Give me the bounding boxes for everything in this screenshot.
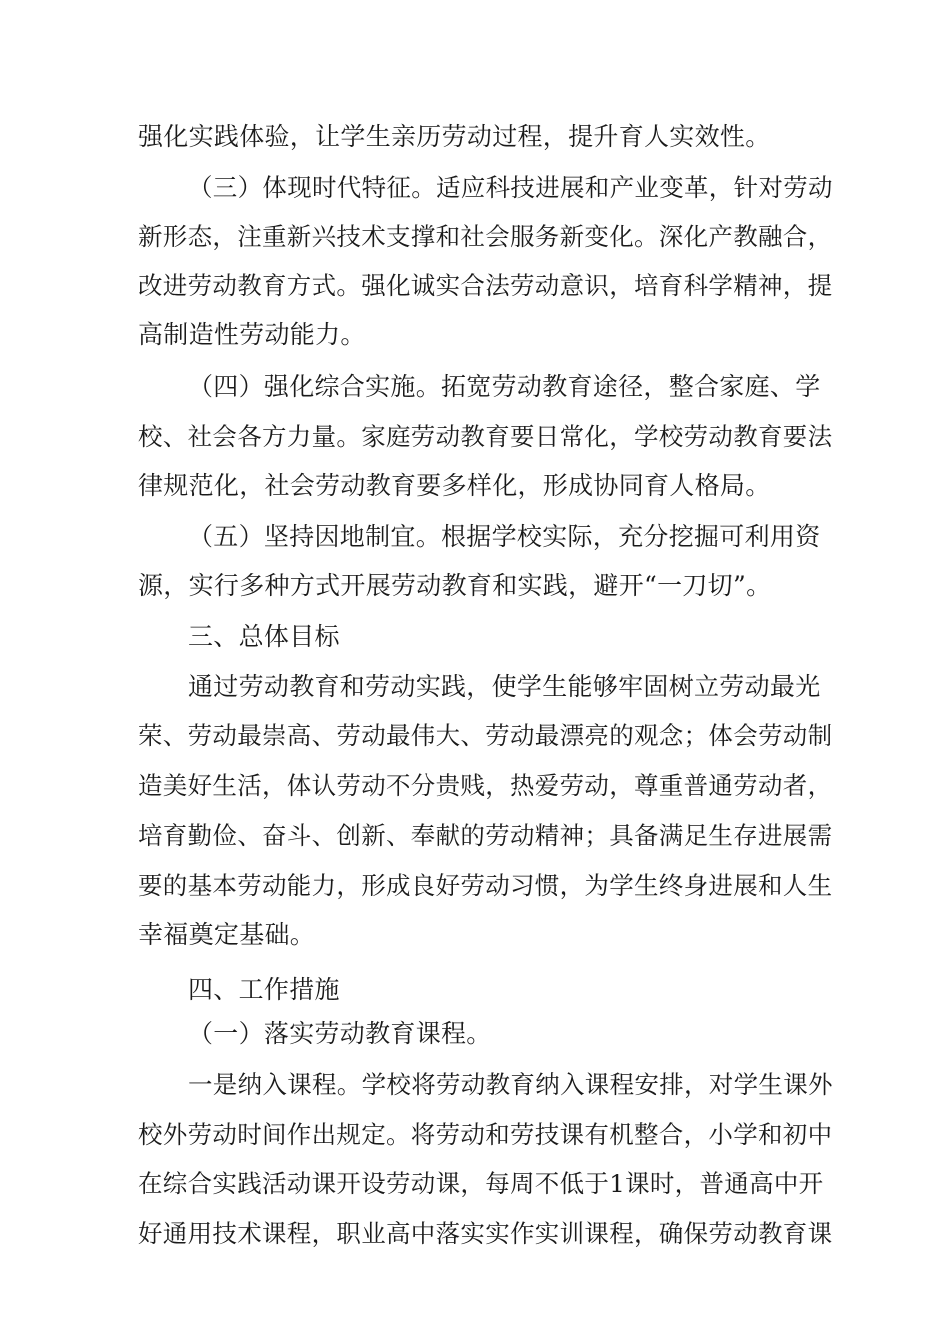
paragraph-line: 改进劳动教育方式。强化诚实合法劳动意识，培育科学精神，提 (138, 271, 833, 300)
subsection-heading-curriculum: （一）落实劳动教育课程。 (188, 1019, 492, 1048)
paragraph-line: 造美好生活，体认劳动不分贵贱，热爱劳动，尊重普通劳动者， (138, 771, 833, 800)
paragraph-line: 在综合实践活动课开设劳动课，每周不低于1课时，普通高中开 (138, 1169, 824, 1198)
section-heading-work-measures: 四、工作措施 (188, 975, 340, 1004)
paragraph-line: 一是纳入课程。学校将劳动教育纳入课程安排，对学生课外 (188, 1070, 833, 1099)
paragraph-line: 通过劳动教育和劳动实践，使学生能够牢固树立劳动最光 (188, 672, 821, 701)
paragraph-line: 源，实行多种方式开展劳动教育和实践，避开“一刀切”。 (138, 571, 772, 600)
paragraph-line-practice-experience: 强化实践体验，让学生亲历劳动过程，提升育人实效性。 (138, 122, 771, 151)
paragraph-line: 要的基本劳动能力，形成良好劳动习惯，为学生终身进展和人生 (138, 871, 833, 900)
paragraph-line: 高制造性劳动能力。 (138, 320, 366, 349)
paragraph-line-section-5: （五）坚持因地制宜。根据学校实际，充分挖掘可利用资 (188, 522, 821, 551)
paragraph-line: 律规范化，社会劳动教育要多样化，形成协同育人格局。 (138, 471, 771, 500)
paragraph-line: 幸福奠定基础。 (138, 920, 316, 949)
paragraph-line: 新形态，注重新兴技术支撑和社会服务新变化。深化产教融合， (138, 222, 833, 251)
paragraph-line: 培育勤俭、奋斗、创新、奉献的劳动精神；具备满足生存进展需 (138, 821, 833, 850)
section-heading-overall-goals: 三、总体目标 (188, 622, 340, 651)
paragraph-line-section-4: （四）强化综合实施。拓宽劳动教育途径，整合家庭、学 (188, 372, 821, 401)
paragraph-line: 荣、劳动最崇高、劳动最伟大、劳动最漂亮的观念；体会劳动制 (138, 721, 833, 750)
paragraph-line: 校外劳动时间作出规定。将劳动和劳技课有机整合，小学和初中 (138, 1120, 833, 1149)
paragraph-line: 好通用技术课程，职业高中落实实作实训课程，确保劳动教育课 (138, 1219, 833, 1248)
paragraph-line-section-3: （三）体现时代特征。适应科技进展和产业变革，针对劳动 (188, 173, 833, 202)
paragraph-line: 校、社会各方力量。家庭劳动教育要日常化，学校劳动教育要法 (138, 422, 833, 451)
